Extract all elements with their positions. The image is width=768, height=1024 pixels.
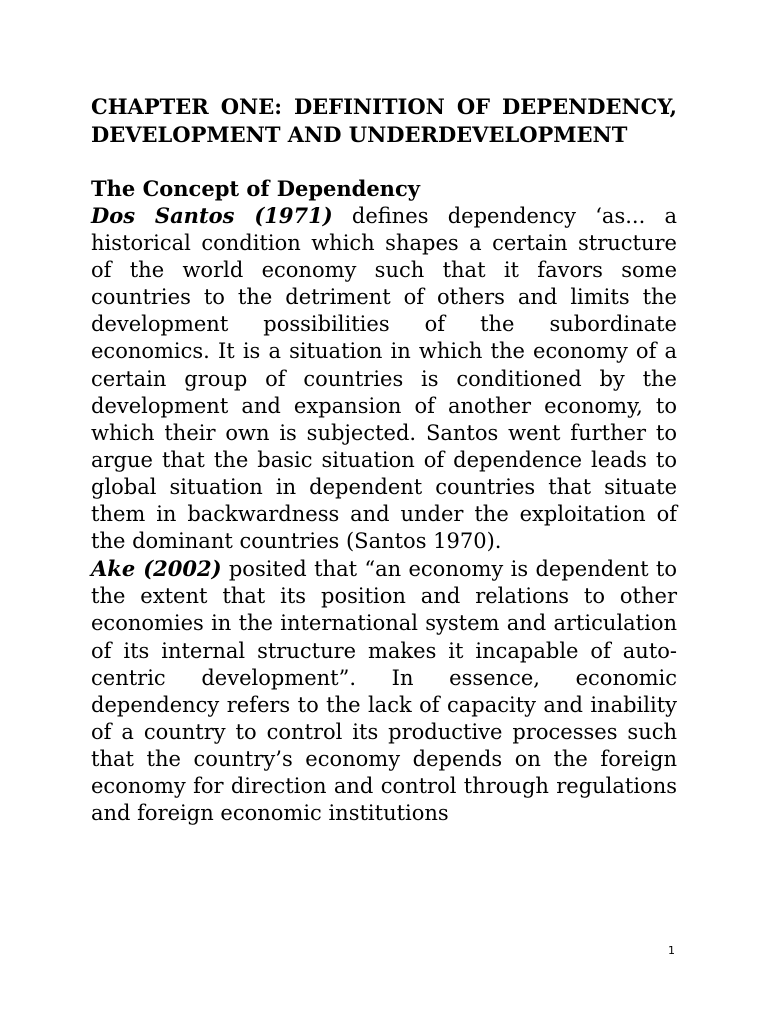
citation-ake: Ake (2002) (91, 556, 222, 582)
citation-dos-santos: Dos Santos (1971) (91, 203, 333, 228)
section-heading: The Concept of Dependency (91, 176, 420, 201)
chapter-title: CHAPTER ONE: DEFINITION OF DEPENDENCY, DEVELOPMENT AND UNDERDEVELOPMENT (91, 94, 677, 147)
document-page (91, 93, 677, 827)
page-number: 1 (668, 944, 675, 957)
paragraph-dos-santos-text: defines dependency ‘as... a historical condition which shapes a certain structure of the world economy such that it favors some countries to the detriment of others and limits the development possibilities of the subordinate economics. It is a situation in which the economy of a certain group of countries is conditioned by the development and expansion of another economy, to which their own is subjected. Santos went further to argue that the basic situation of dependence leads to global situation in dependent countries that situate them in backwardness and under the exploitation of the dominant countries (Santos 1970). (91, 204, 677, 554)
paragraph-ake (91, 555, 677, 827)
paragraph-ake-text: posited that “an economy is dependent to the extent that its position and relations to other economies in the international system and articulation of its internal structure makes it incapable of auto-centric development”. In essence, economic dependency refers to the lack of capacity and inability of a country to control its productive processes such that the country’s economy depends on the foreign economy for direction and control through regulations and foreign economic institutions (91, 557, 677, 826)
paragraph-dos-santos (91, 202, 677, 555)
